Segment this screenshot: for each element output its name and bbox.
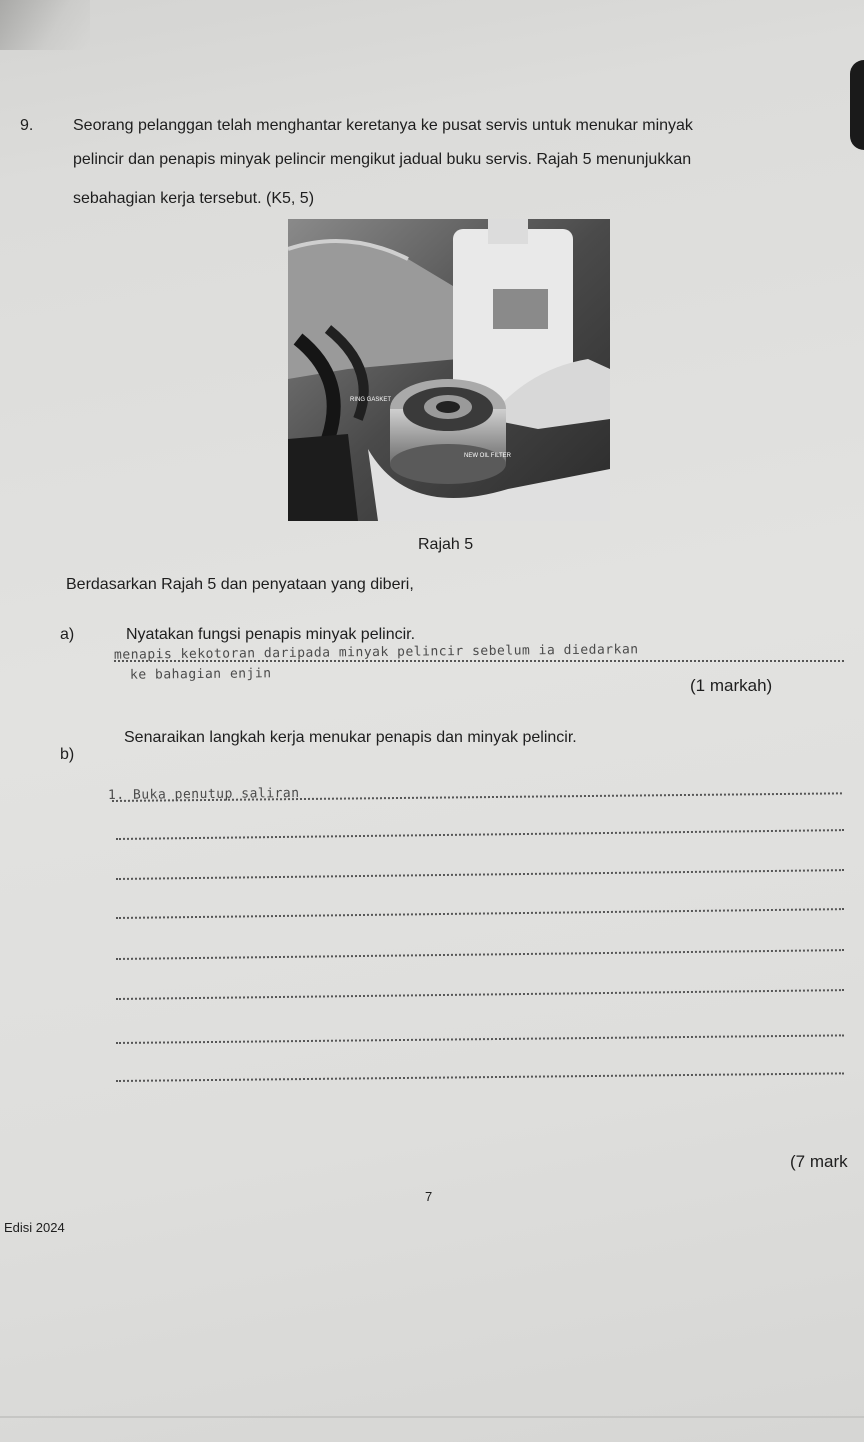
answer-dotted-line <box>114 660 844 662</box>
part-a-answer-line-2: ke bahagian enjin <box>129 666 272 683</box>
intro-text: Berdasarkan Rajah 5 dan penyataan yang diberi, <box>66 576 414 593</box>
part-b-label: b) <box>60 746 75 763</box>
page-number: 7 <box>425 1189 433 1204</box>
answer-dotted-line <box>116 989 844 1000</box>
part-b-question: Senaraikan langkah kerja menukar penapis dan minyak pelincir. <box>124 729 577 746</box>
question-line-3: sebahagian kerja tersebut. (K5, 5) <box>73 190 315 207</box>
part-a-marks: (1 markah) <box>690 676 773 695</box>
answer-dotted-line <box>116 1034 844 1044</box>
question-line-1: Seorang pelanggan telah menghantar keretanya ke pusat servis untuk menukar minyak <box>73 117 693 134</box>
new-oil-filter-label: NEW OIL FILTER <box>464 453 512 459</box>
question-number: 9. <box>20 117 34 134</box>
answer-dotted-line <box>116 908 844 919</box>
ring-gasket-label: RING GASKET <box>350 397 392 403</box>
answer-dotted-line <box>116 1072 844 1082</box>
part-a-answer-line-1: menapis kekotoran daripada minyak pelincir sebelum ia diedarkan <box>113 642 639 663</box>
part-a-question: Nyatakan fungsi penapis minyak pelincir. <box>126 626 416 643</box>
oil-filter-photo <box>288 219 610 521</box>
figure-caption: Rajah 5 <box>418 536 474 553</box>
answer-dotted-line <box>116 949 844 960</box>
part-b-marks: (7 mark <box>790 1152 848 1171</box>
page-bottom-line <box>0 1416 864 1418</box>
part-a-label: a) <box>60 626 75 643</box>
edition-label: Edisi 2024 <box>4 1220 65 1235</box>
part-b-answer-line-1: 1. Buka penutup saliran <box>107 785 300 804</box>
answer-dotted-line <box>116 829 844 840</box>
answer-dotted-line <box>116 869 844 880</box>
question-line-2: pelincir dan penapis minyak pelincir mengikut jadual buku servis. Rajah 5 menunjukkan <box>73 151 692 168</box>
